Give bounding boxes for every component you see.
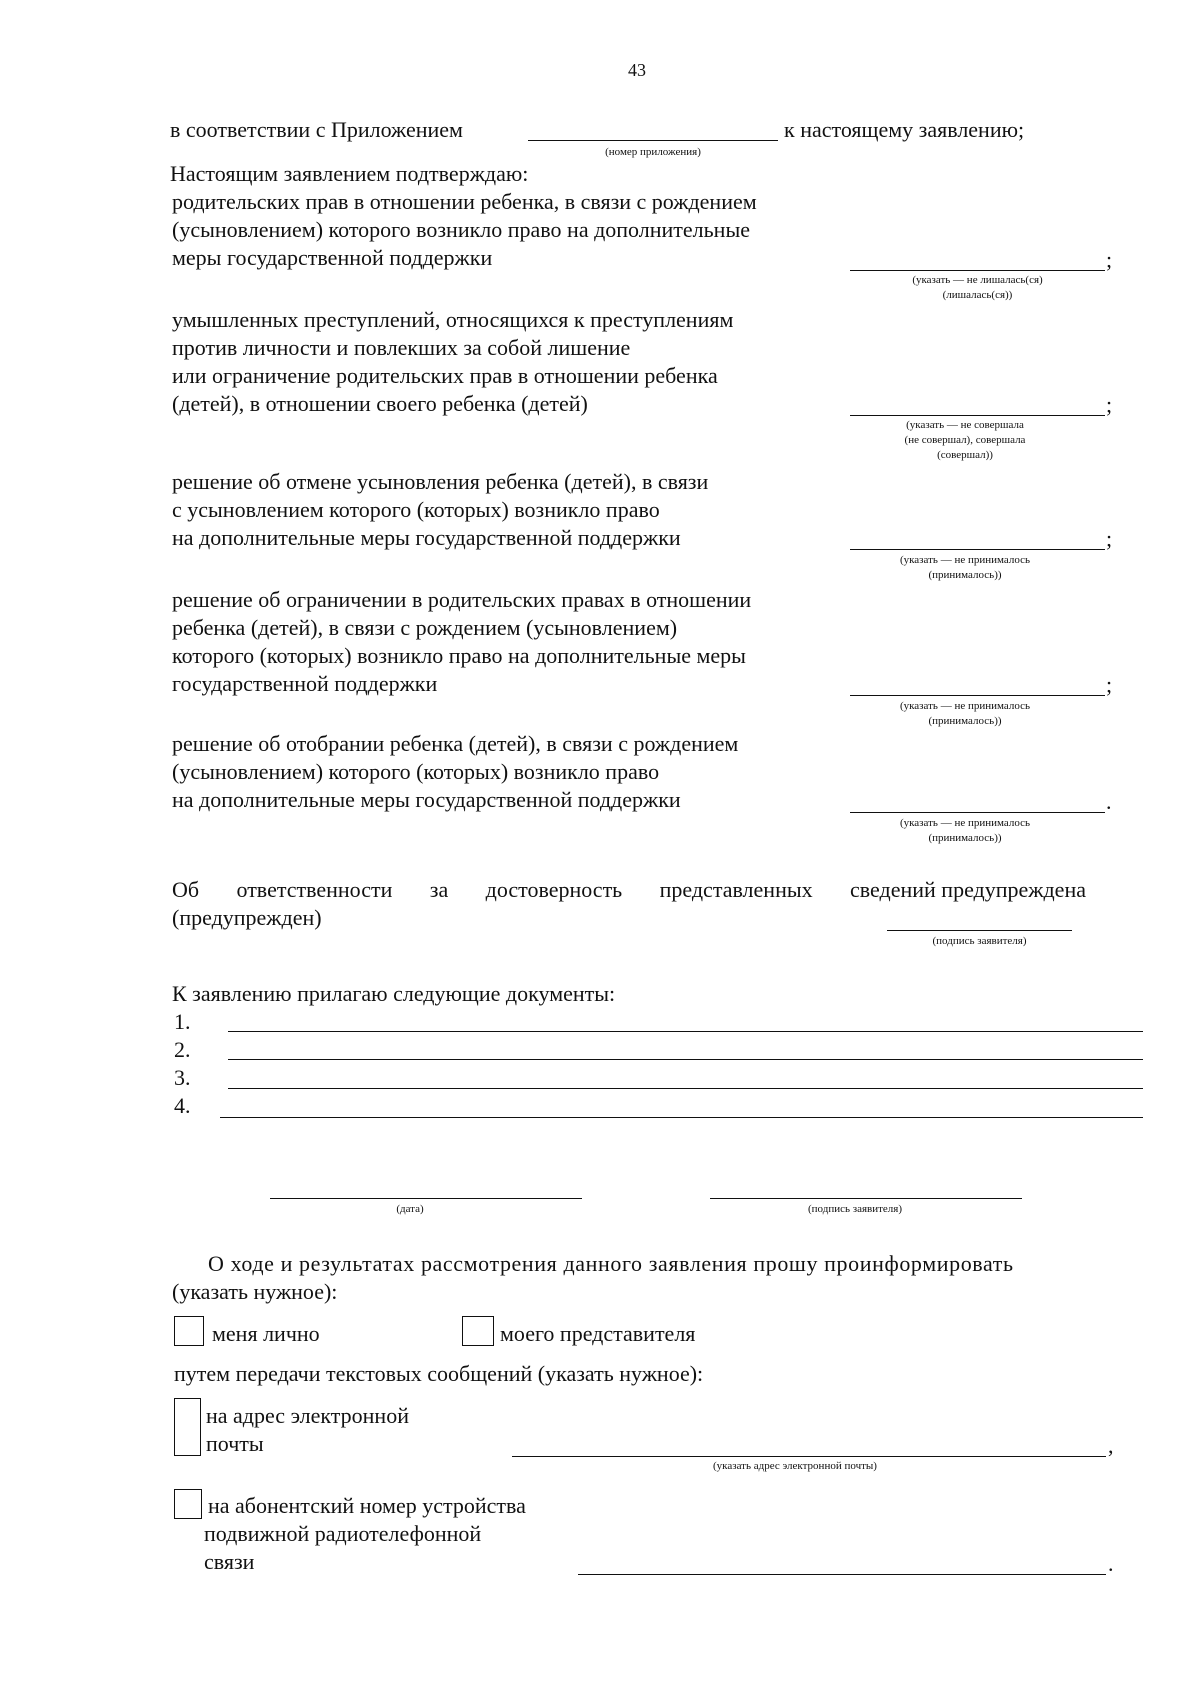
email-hint: (указать адрес электронной почты) — [713, 1460, 877, 1472]
item-4-line-2: ребенка (детей), в связи с рождением (усыновлением) — [172, 615, 678, 640]
item-2-line-4: (детей), в отношении своего ребенка (детей) — [172, 391, 588, 416]
item-1-hint-1: (указать — не лишалась(ся) — [912, 274, 1043, 286]
confirm-title: Настоящим заявлением подтверждаю: — [170, 161, 529, 186]
item-4-punct: ; — [1106, 672, 1113, 697]
email-label-line-2: почты — [206, 1431, 264, 1456]
notify-line-1: О ходе и результатах рассмотрения данного заявления прошу проинформировать — [208, 1251, 1014, 1276]
responsibility-signature-line[interactable] — [887, 930, 1072, 931]
personal-option-label: меня лично — [212, 1321, 320, 1346]
item-3-hint-1: (указать — не принималось — [899, 554, 1031, 566]
date-hint: (дата) — [396, 1203, 424, 1215]
item-2-hint-1: (указать — не совершала — [906, 419, 1024, 431]
item-3-answer-line[interactable] — [850, 549, 1105, 550]
item-3-line-3: на дополнительные меры государственной поддержки — [172, 525, 681, 550]
email-address-line[interactable] — [512, 1456, 1106, 1457]
item-2-hint-3: (совершал)) — [937, 449, 993, 461]
phone-label-line-3: связи — [204, 1549, 255, 1574]
attachment-line-2[interactable] — [228, 1059, 1143, 1060]
item-3-hint-2: (принималось)) — [928, 569, 1002, 581]
personal-checkbox[interactable] — [174, 1316, 204, 1346]
attachment-number-3: 3. — [174, 1065, 191, 1090]
responsibility-signature-hint: (подпись заявителя) — [932, 935, 1027, 947]
item-2-punct: ; — [1106, 392, 1113, 417]
item-1-line-3: меры государственной поддержки — [172, 245, 493, 270]
attachment-number-4: 4. — [174, 1093, 191, 1118]
item-1-line-1: родительских прав в отношении ребенка, в связи с рождением — [172, 189, 757, 214]
responsibility-word-5: представленных — [659, 877, 813, 902]
item-5-line-3: на дополнительные меры государственной поддержки — [172, 787, 681, 812]
attachments-title: К заявлению прилагаю следующие документы: — [172, 981, 616, 1006]
item-2-line-3: или ограничение родительских прав в отношении ребенка — [172, 363, 718, 388]
attachment-number-2: 2. — [174, 1037, 191, 1062]
responsibility-word-3: за — [429, 877, 449, 902]
item-5-line-2: (усыновлением) которого (которых) возникло право — [172, 759, 660, 784]
item-2-answer-line[interactable] — [850, 415, 1105, 416]
item-5-hint-2: (принималось)) — [928, 832, 1002, 844]
appendix-number-line[interactable] — [528, 140, 778, 141]
responsibility-line-2: (предупрежден) — [172, 905, 322, 930]
item-4-line-3: которого (которых) возникло право на дополнительные меры — [172, 643, 746, 668]
item-3-line-2: с усыновлением которого (которых) возникло право — [172, 497, 660, 522]
responsibility-word-4: достоверность — [485, 877, 623, 902]
item-2-line-1: умышленных преступлений, относящихся к преступлениям — [172, 307, 734, 332]
notify-line-2: (указать нужное): — [172, 1279, 338, 1304]
applicant-signature-hint: (подпись заявителя) — [807, 1203, 903, 1215]
phone-label-line-1: на абонентский номер устройства — [208, 1493, 526, 1518]
item-5-line-1: решение об отобрании ребенка (детей), в связи с рождением — [172, 731, 739, 756]
attachment-line-4[interactable] — [220, 1117, 1143, 1118]
email-punct: , — [1108, 1433, 1114, 1458]
item-2-line-2: против личности и повлекших за собой лишение — [172, 335, 631, 360]
item-3-punct: ; — [1106, 526, 1113, 551]
intro-left-text: в соответствии с Приложением — [170, 117, 463, 142]
item-4-line-4: государственной поддержки — [172, 671, 438, 696]
item-3-line-1: решение об отмене усыновления ребенка (детей), в связи — [172, 469, 709, 494]
date-line[interactable] — [270, 1198, 582, 1199]
phone-label-line-2: подвижной радиотелефонной — [204, 1521, 482, 1546]
representative-checkbox[interactable] — [462, 1316, 494, 1346]
item-4-hint-2: (принималось)) — [928, 715, 1002, 727]
responsibility-word-1: Об — [172, 877, 200, 902]
item-1-hint-2: (лишалась(ся)) — [942, 289, 1013, 301]
phone-checkbox[interactable] — [174, 1489, 202, 1519]
attachment-number-1: 1. — [174, 1009, 191, 1034]
item-1-line-2: (усыновлением) которого возникло право на дополнительные — [172, 217, 750, 242]
attachment-line-3[interactable] — [228, 1088, 1143, 1089]
text-messages-label: путем передачи текстовых сообщений (указать нужное): — [174, 1361, 704, 1386]
responsibility-word-6: сведений предупреждена — [850, 877, 1086, 902]
representative-option-label: моего представителя — [500, 1321, 696, 1346]
item-5-punct: . — [1106, 789, 1112, 814]
item-5-answer-line[interactable] — [850, 812, 1105, 813]
page-number: 43 — [628, 60, 646, 80]
item-1-answer-line[interactable] — [850, 270, 1105, 271]
email-checkbox[interactable] — [174, 1398, 201, 1456]
intro-right-text: к настоящему заявлению; — [784, 117, 1025, 142]
item-4-hint-1: (указать — не принималось — [899, 700, 1031, 712]
responsibility-word-2: ответственности — [236, 877, 393, 902]
item-1-punct: ; — [1106, 247, 1113, 272]
item-5-hint-1: (указать — не принималось — [899, 817, 1031, 829]
applicant-signature-line[interactable] — [710, 1198, 1022, 1199]
item-4-answer-line[interactable] — [850, 695, 1105, 696]
phone-number-line[interactable] — [578, 1574, 1106, 1575]
item-4-line-1: решение об ограничении в родительских правах в отношении — [172, 587, 752, 612]
item-2-hint-2: (не совершал), совершала — [904, 434, 1026, 446]
attachment-line-1[interactable] — [228, 1031, 1143, 1032]
phone-punct: . — [1108, 1551, 1114, 1576]
responsibility-statement — [172, 876, 1086, 904]
appendix-number-hint: (номер приложения) — [605, 146, 701, 158]
email-label-line-1: на адрес электронной — [206, 1403, 409, 1428]
